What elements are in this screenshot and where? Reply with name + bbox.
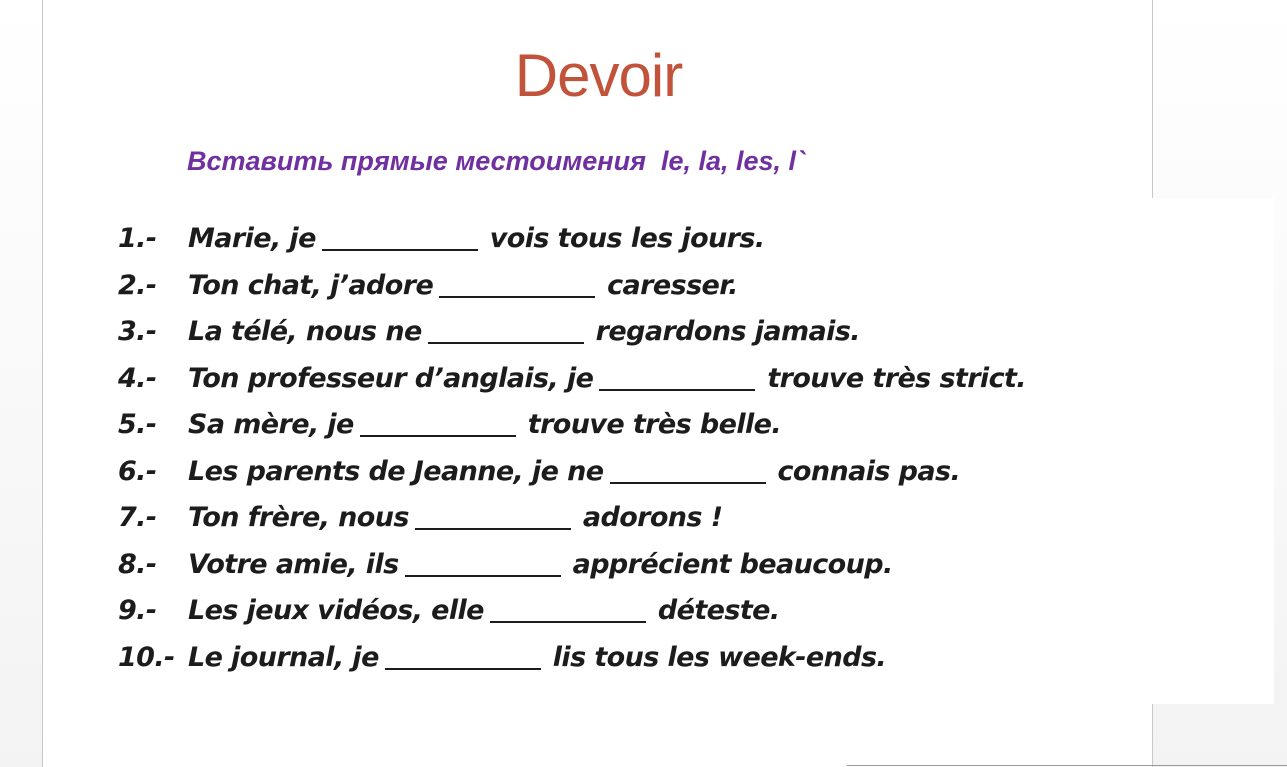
- exercise-item: [118, 263, 1026, 310]
- exercise-text-after: adorons !: [582, 502, 723, 533]
- exercise-image: [94, 198, 1274, 704]
- exercise-number: 10.-: [118, 641, 175, 673]
- exercise-text-after: trouve très belle.: [527, 409, 781, 440]
- exercise-text-after: trouve très strict.: [767, 362, 1026, 394]
- exercise-text-after: apprécient beaucoup.: [572, 548, 893, 580]
- exercise-number: 3.-: [118, 316, 157, 347]
- exercise-number: 8.-: [118, 548, 157, 580]
- answer-blank: [599, 389, 755, 391]
- answer-blank: [360, 435, 516, 437]
- exercise-number: 9.-: [118, 595, 157, 626]
- exercise-number: 5.-: [118, 409, 157, 440]
- exercise-text-after: regardons jamais.: [595, 316, 860, 347]
- exercise-text-after: caresser.: [607, 269, 738, 301]
- exercise-list: [118, 216, 1026, 681]
- exercise-text-before: Ton frère, nous: [188, 502, 409, 533]
- exercise-text-before: Marie, je: [188, 223, 316, 254]
- exercise-number: 1.-: [118, 223, 157, 254]
- exercise-text-before: Les jeux vidéos, elle: [188, 595, 484, 626]
- exercise-item: [118, 495, 1026, 542]
- slide-title: Devoir: [514, 42, 683, 109]
- exercise-text-after: connais pas.: [777, 455, 961, 487]
- exercise-text-after: lis tous les week-ends.: [552, 641, 887, 673]
- exercise-item: [118, 356, 1026, 403]
- exercise-item: [118, 216, 1026, 263]
- exercise-number: 7.-: [118, 502, 157, 533]
- exercise-text-after: déteste.: [657, 595, 780, 626]
- exercise-item: [118, 588, 1026, 635]
- exercise-text-before: La télé, nous ne: [188, 316, 422, 347]
- exercise-text-before: Le journal, je: [188, 641, 379, 673]
- answer-blank: [385, 668, 541, 670]
- answer-blank: [490, 621, 646, 623]
- exercise-text-before: Votre amie, ils: [188, 548, 399, 580]
- exercise-number: 4.-: [118, 362, 157, 394]
- answer-blank: [610, 482, 766, 484]
- answer-blank: [428, 342, 584, 344]
- answer-blank: [439, 296, 595, 298]
- answer-blank: [405, 575, 561, 577]
- exercise-number: 2.-: [118, 269, 157, 301]
- exercise-text-before: Les parents de Jeanne, je ne: [188, 455, 604, 487]
- exercise-item: [118, 449, 1026, 496]
- answer-blank: [415, 528, 571, 530]
- exercise-item: [118, 635, 1026, 682]
- exercise-item: [118, 402, 1026, 449]
- exercise-item: [118, 309, 1026, 356]
- answer-blank: [322, 249, 478, 251]
- exercise-text-before: Ton chat, j’adore: [188, 269, 434, 301]
- exercise-item: [118, 542, 1026, 589]
- slide-bottom-divider: [847, 765, 1287, 766]
- exercise-text-before: Ton professeur d’anglais, je: [188, 362, 594, 394]
- exercise-text-before: Sa mère, je: [188, 409, 354, 440]
- exercise-text-after: vois tous les jours.: [489, 223, 765, 254]
- exercise-number: 6.-: [118, 455, 157, 487]
- instruction-text: Вставить прямые местоимения le, la, les, l`: [187, 146, 806, 176]
